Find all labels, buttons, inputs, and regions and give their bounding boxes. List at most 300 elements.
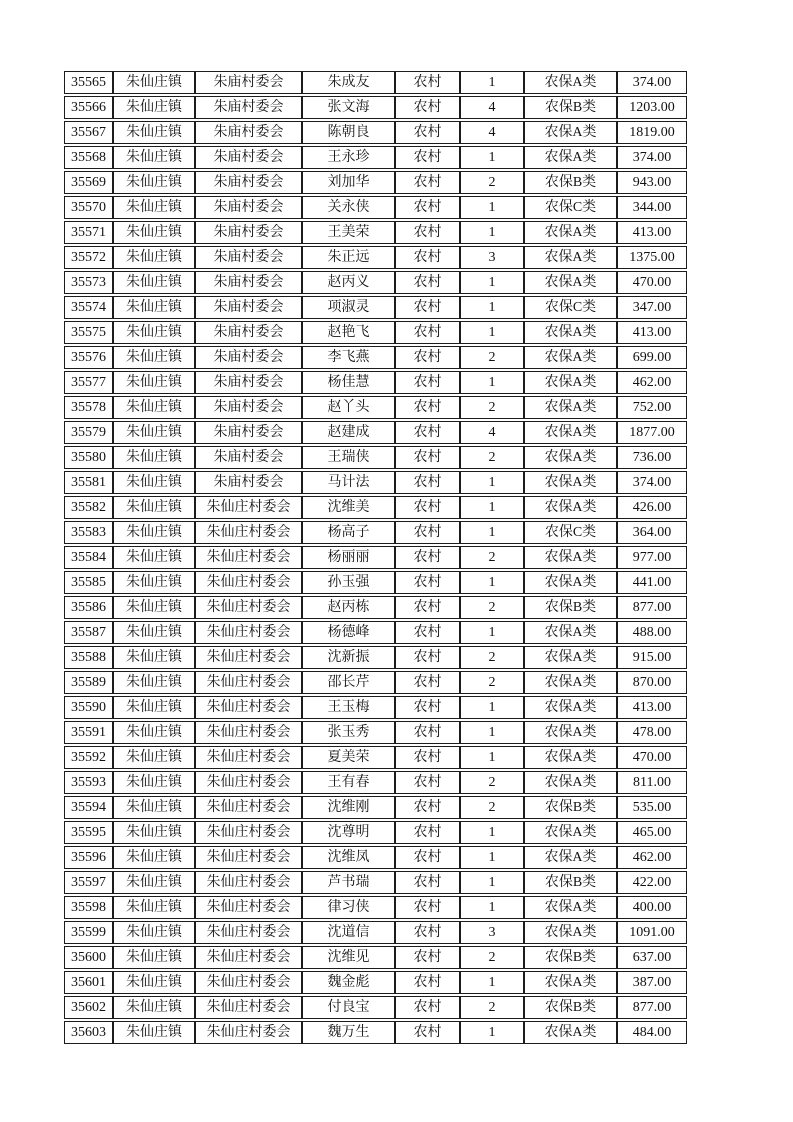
cell-person-count: 2 (460, 796, 524, 819)
cell-village-committee: 朱庙村委会 (195, 321, 302, 344)
cell-amount: 470.00 (617, 271, 687, 294)
cell-residence-type: 农村 (395, 621, 460, 644)
cell-amount: 488.00 (617, 621, 687, 644)
table-row (64, 396, 687, 419)
cell-town: 朱仙庄镇 (113, 96, 195, 119)
cell-amount: 364.00 (617, 521, 687, 544)
cell-insurance-category: 农保C类 (524, 521, 617, 544)
cell-residence-type: 农村 (395, 421, 460, 444)
cell-amount: 736.00 (617, 446, 687, 469)
table-row (64, 621, 687, 644)
cell-residence-type: 农村 (395, 321, 460, 344)
table-row (64, 721, 687, 744)
cell-town: 朱仙庄镇 (113, 371, 195, 394)
cell-record-id: 35603 (64, 1021, 113, 1044)
cell-insurance-category: 农保B类 (524, 596, 617, 619)
cell-person-name: 芦书瑞 (302, 871, 395, 894)
cell-record-id: 35571 (64, 221, 113, 244)
cell-town: 朱仙庄镇 (113, 971, 195, 994)
cell-residence-type: 农村 (395, 171, 460, 194)
cell-person-count: 1 (460, 296, 524, 319)
cell-person-name: 杨佳慧 (302, 371, 395, 394)
cell-person-count: 4 (460, 121, 524, 144)
cell-residence-type: 农村 (395, 546, 460, 569)
cell-amount: 535.00 (617, 796, 687, 819)
cell-amount: 915.00 (617, 646, 687, 669)
cell-amount: 347.00 (617, 296, 687, 319)
cell-insurance-category: 农保A类 (524, 246, 617, 269)
cell-amount: 870.00 (617, 671, 687, 694)
cell-person-name: 李飞燕 (302, 346, 395, 369)
cell-insurance-category: 农保A类 (524, 571, 617, 594)
cell-town: 朱仙庄镇 (113, 271, 195, 294)
cell-record-id: 35580 (64, 446, 113, 469)
cell-amount: 400.00 (617, 896, 687, 919)
cell-person-count: 1 (460, 896, 524, 919)
cell-town: 朱仙庄镇 (113, 321, 195, 344)
cell-insurance-category: 农保A类 (524, 1021, 617, 1044)
cell-residence-type: 农村 (395, 971, 460, 994)
cell-insurance-category: 农保A类 (524, 471, 617, 494)
cell-town: 朱仙庄镇 (113, 121, 195, 144)
cell-insurance-category: 农保A类 (524, 621, 617, 644)
table-body (64, 71, 687, 1044)
cell-insurance-category: 农保B类 (524, 996, 617, 1019)
cell-person-name: 王瑞侠 (302, 446, 395, 469)
cell-person-count: 1 (460, 471, 524, 494)
table-row (64, 746, 687, 769)
cell-town: 朱仙庄镇 (113, 221, 195, 244)
cell-amount: 413.00 (617, 221, 687, 244)
cell-person-name: 陈朝良 (302, 121, 395, 144)
cell-town: 朱仙庄镇 (113, 896, 195, 919)
cell-person-count: 1 (460, 221, 524, 244)
table-row (64, 271, 687, 294)
cell-village-committee: 朱仙庄村委会 (195, 546, 302, 569)
cell-person-name: 沈维刚 (302, 796, 395, 819)
cell-record-id: 35588 (64, 646, 113, 669)
cell-town: 朱仙庄镇 (113, 671, 195, 694)
cell-insurance-category: 农保A类 (524, 846, 617, 869)
cell-residence-type: 农村 (395, 696, 460, 719)
cell-record-id: 35575 (64, 321, 113, 344)
insurance-roster-table (64, 69, 687, 1046)
cell-residence-type: 农村 (395, 721, 460, 744)
cell-village-committee: 朱仙庄村委会 (195, 671, 302, 694)
cell-village-committee: 朱仙庄村委会 (195, 821, 302, 844)
cell-person-name: 张玉秀 (302, 721, 395, 744)
cell-person-name: 朱成友 (302, 71, 395, 94)
cell-insurance-category: 农保B类 (524, 946, 617, 969)
cell-residence-type: 农村 (395, 146, 460, 169)
cell-insurance-category: 农保A类 (524, 671, 617, 694)
cell-person-name: 杨德峰 (302, 621, 395, 644)
cell-village-committee: 朱仙庄村委会 (195, 596, 302, 619)
cell-village-committee: 朱庙村委会 (195, 296, 302, 319)
cell-person-count: 1 (460, 146, 524, 169)
cell-person-name: 沈维凤 (302, 846, 395, 869)
cell-village-committee: 朱仙庄村委会 (195, 1021, 302, 1044)
cell-insurance-category: 农保A类 (524, 921, 617, 944)
table-row (64, 996, 687, 1019)
table-row (64, 1021, 687, 1044)
cell-person-name: 刘加华 (302, 171, 395, 194)
cell-person-name: 赵建成 (302, 421, 395, 444)
cell-record-id: 35574 (64, 296, 113, 319)
cell-village-committee: 朱仙庄村委会 (195, 496, 302, 519)
cell-insurance-category: 农保A类 (524, 396, 617, 419)
cell-amount: 413.00 (617, 696, 687, 719)
cell-town: 朱仙庄镇 (113, 596, 195, 619)
cell-residence-type: 农村 (395, 346, 460, 369)
cell-record-id: 35570 (64, 196, 113, 219)
cell-record-id: 35592 (64, 746, 113, 769)
cell-record-id: 35594 (64, 796, 113, 819)
table-row (64, 471, 687, 494)
cell-village-committee: 朱庙村委会 (195, 71, 302, 94)
cell-record-id: 35595 (64, 821, 113, 844)
cell-town: 朱仙庄镇 (113, 421, 195, 444)
cell-insurance-category: 农保A类 (524, 721, 617, 744)
cell-insurance-category: 农保A类 (524, 421, 617, 444)
cell-record-id: 35585 (64, 571, 113, 594)
cell-insurance-category: 农保A类 (524, 821, 617, 844)
cell-village-committee: 朱庙村委会 (195, 396, 302, 419)
cell-person-name: 律习侠 (302, 896, 395, 919)
cell-record-id: 35568 (64, 146, 113, 169)
cell-person-name: 朱正远 (302, 246, 395, 269)
cell-insurance-category: 农保C类 (524, 296, 617, 319)
cell-residence-type: 农村 (395, 446, 460, 469)
cell-person-name: 付良宝 (302, 996, 395, 1019)
cell-amount: 977.00 (617, 546, 687, 569)
cell-person-count: 2 (460, 171, 524, 194)
table-row (64, 971, 687, 994)
cell-residence-type: 农村 (395, 646, 460, 669)
cell-person-name: 项淑灵 (302, 296, 395, 319)
table-row (64, 321, 687, 344)
table-row (64, 671, 687, 694)
cell-insurance-category: 农保A类 (524, 446, 617, 469)
cell-amount: 637.00 (617, 946, 687, 969)
cell-town: 朱仙庄镇 (113, 471, 195, 494)
cell-insurance-category: 农保A类 (524, 371, 617, 394)
cell-insurance-category: 农保A类 (524, 321, 617, 344)
table-row (64, 346, 687, 369)
cell-village-committee: 朱仙庄村委会 (195, 871, 302, 894)
cell-person-count: 2 (460, 546, 524, 569)
cell-record-id: 35600 (64, 946, 113, 969)
cell-village-committee: 朱庙村委会 (195, 371, 302, 394)
cell-person-count: 1 (460, 571, 524, 594)
cell-record-id: 35569 (64, 171, 113, 194)
cell-insurance-category: 农保A类 (524, 971, 617, 994)
table-row (64, 446, 687, 469)
cell-amount: 374.00 (617, 146, 687, 169)
cell-residence-type: 农村 (395, 221, 460, 244)
cell-village-committee: 朱仙庄村委会 (195, 521, 302, 544)
cell-person-name: 沈尊明 (302, 821, 395, 844)
cell-town: 朱仙庄镇 (113, 621, 195, 644)
cell-person-count: 2 (460, 346, 524, 369)
cell-town: 朱仙庄镇 (113, 746, 195, 769)
cell-person-count: 2 (460, 671, 524, 694)
cell-person-count: 2 (460, 946, 524, 969)
cell-residence-type: 农村 (395, 96, 460, 119)
table-row (64, 196, 687, 219)
cell-insurance-category: 农保A类 (524, 546, 617, 569)
cell-record-id: 35586 (64, 596, 113, 619)
cell-person-name: 王永珍 (302, 146, 395, 169)
table-row (64, 946, 687, 969)
cell-person-name: 杨丽丽 (302, 546, 395, 569)
cell-amount: 422.00 (617, 871, 687, 894)
cell-village-committee: 朱仙庄村委会 (195, 946, 302, 969)
cell-residence-type: 农村 (395, 771, 460, 794)
cell-person-name: 赵丙栋 (302, 596, 395, 619)
cell-record-id: 35602 (64, 996, 113, 1019)
cell-village-committee: 朱庙村委会 (195, 271, 302, 294)
cell-village-committee: 朱仙庄村委会 (195, 846, 302, 869)
table-row (64, 846, 687, 869)
cell-village-committee: 朱仙庄村委会 (195, 996, 302, 1019)
cell-amount: 478.00 (617, 721, 687, 744)
cell-village-committee: 朱庙村委会 (195, 171, 302, 194)
cell-record-id: 35593 (64, 771, 113, 794)
table-row (64, 371, 687, 394)
cell-residence-type: 农村 (395, 921, 460, 944)
cell-person-name: 赵丙义 (302, 271, 395, 294)
cell-village-committee: 朱庙村委会 (195, 346, 302, 369)
cell-insurance-category: 农保A类 (524, 896, 617, 919)
cell-village-committee: 朱仙庄村委会 (195, 571, 302, 594)
cell-record-id: 35572 (64, 246, 113, 269)
cell-town: 朱仙庄镇 (113, 846, 195, 869)
cell-residence-type: 农村 (395, 496, 460, 519)
cell-residence-type: 农村 (395, 371, 460, 394)
cell-insurance-category: 农保A类 (524, 121, 617, 144)
cell-amount: 470.00 (617, 746, 687, 769)
cell-insurance-category: 农保B类 (524, 796, 617, 819)
table-row (64, 521, 687, 544)
cell-person-count: 1 (460, 521, 524, 544)
cell-village-committee: 朱仙庄村委会 (195, 621, 302, 644)
cell-record-id: 35601 (64, 971, 113, 994)
cell-person-name: 杨高子 (302, 521, 395, 544)
cell-person-name: 沈道信 (302, 921, 395, 944)
cell-record-id: 35579 (64, 421, 113, 444)
cell-amount: 426.00 (617, 496, 687, 519)
cell-insurance-category: 农保A类 (524, 696, 617, 719)
cell-village-committee: 朱仙庄村委会 (195, 721, 302, 744)
cell-amount: 462.00 (617, 371, 687, 394)
cell-person-name: 张文海 (302, 96, 395, 119)
cell-person-name: 王有春 (302, 771, 395, 794)
cell-person-count: 3 (460, 921, 524, 944)
cell-residence-type: 农村 (395, 946, 460, 969)
cell-record-id: 35584 (64, 546, 113, 569)
cell-residence-type: 农村 (395, 196, 460, 219)
cell-residence-type: 农村 (395, 271, 460, 294)
cell-amount: 1091.00 (617, 921, 687, 944)
cell-village-committee: 朱仙庄村委会 (195, 896, 302, 919)
cell-person-count: 1 (460, 71, 524, 94)
cell-record-id: 35587 (64, 621, 113, 644)
cell-village-committee: 朱庙村委会 (195, 471, 302, 494)
cell-amount: 877.00 (617, 996, 687, 1019)
cell-town: 朱仙庄镇 (113, 396, 195, 419)
cell-person-count: 1 (460, 496, 524, 519)
cell-town: 朱仙庄镇 (113, 1021, 195, 1044)
cell-insurance-category: 农保A类 (524, 496, 617, 519)
cell-town: 朱仙庄镇 (113, 346, 195, 369)
cell-village-committee: 朱仙庄村委会 (195, 646, 302, 669)
cell-amount: 1819.00 (617, 121, 687, 144)
cell-amount: 374.00 (617, 71, 687, 94)
cell-town: 朱仙庄镇 (113, 246, 195, 269)
cell-town: 朱仙庄镇 (113, 546, 195, 569)
cell-town: 朱仙庄镇 (113, 771, 195, 794)
cell-person-name: 邵长芹 (302, 671, 395, 694)
cell-person-name: 赵艳飞 (302, 321, 395, 344)
cell-town: 朱仙庄镇 (113, 721, 195, 744)
cell-insurance-category: 农保B类 (524, 871, 617, 894)
cell-person-count: 1 (460, 1021, 524, 1044)
cell-person-name: 夏美荣 (302, 746, 395, 769)
cell-amount: 344.00 (617, 196, 687, 219)
cell-residence-type: 农村 (395, 596, 460, 619)
cell-residence-type: 农村 (395, 396, 460, 419)
cell-village-committee: 朱庙村委会 (195, 146, 302, 169)
cell-person-count: 1 (460, 971, 524, 994)
table-row (64, 171, 687, 194)
cell-person-count: 1 (460, 696, 524, 719)
cell-person-count: 1 (460, 621, 524, 644)
cell-town: 朱仙庄镇 (113, 296, 195, 319)
cell-residence-type: 农村 (395, 821, 460, 844)
cell-town: 朱仙庄镇 (113, 446, 195, 469)
cell-town: 朱仙庄镇 (113, 171, 195, 194)
cell-amount: 374.00 (617, 471, 687, 494)
cell-person-count: 1 (460, 846, 524, 869)
cell-amount: 413.00 (617, 321, 687, 344)
table-row (64, 421, 687, 444)
table-row (64, 796, 687, 819)
cell-village-committee: 朱仙庄村委会 (195, 921, 302, 944)
cell-person-count: 2 (460, 596, 524, 619)
cell-person-count: 2 (460, 446, 524, 469)
cell-record-id: 35581 (64, 471, 113, 494)
table-row (64, 696, 687, 719)
cell-amount: 943.00 (617, 171, 687, 194)
cell-residence-type: 农村 (395, 521, 460, 544)
table-row (64, 121, 687, 144)
cell-record-id: 35597 (64, 871, 113, 894)
cell-record-id: 35596 (64, 846, 113, 869)
cell-record-id: 35582 (64, 496, 113, 519)
cell-amount: 811.00 (617, 771, 687, 794)
cell-person-count: 1 (460, 821, 524, 844)
cell-residence-type: 农村 (395, 746, 460, 769)
cell-amount: 1375.00 (617, 246, 687, 269)
cell-record-id: 35565 (64, 71, 113, 94)
cell-town: 朱仙庄镇 (113, 646, 195, 669)
cell-amount: 877.00 (617, 596, 687, 619)
cell-person-name: 王玉梅 (302, 696, 395, 719)
cell-village-committee: 朱庙村委会 (195, 121, 302, 144)
cell-record-id: 35598 (64, 896, 113, 919)
cell-person-count: 2 (460, 646, 524, 669)
cell-amount: 441.00 (617, 571, 687, 594)
cell-person-count: 1 (460, 746, 524, 769)
cell-record-id: 35578 (64, 396, 113, 419)
cell-village-committee: 朱庙村委会 (195, 246, 302, 269)
cell-person-count: 4 (460, 96, 524, 119)
cell-person-count: 1 (460, 371, 524, 394)
cell-town: 朱仙庄镇 (113, 146, 195, 169)
cell-person-count: 4 (460, 421, 524, 444)
cell-person-count: 2 (460, 396, 524, 419)
cell-person-count: 1 (460, 721, 524, 744)
cell-person-name: 魏万生 (302, 1021, 395, 1044)
cell-insurance-category: 农保A类 (524, 221, 617, 244)
cell-town: 朱仙庄镇 (113, 996, 195, 1019)
cell-residence-type: 农村 (395, 996, 460, 1019)
cell-residence-type: 农村 (395, 121, 460, 144)
cell-record-id: 35590 (64, 696, 113, 719)
cell-village-committee: 朱仙庄村委会 (195, 746, 302, 769)
cell-insurance-category: 农保A类 (524, 71, 617, 94)
table-row (64, 96, 687, 119)
cell-person-count: 2 (460, 996, 524, 1019)
cell-insurance-category: 农保A类 (524, 771, 617, 794)
cell-residence-type: 农村 (395, 471, 460, 494)
cell-record-id: 35583 (64, 521, 113, 544)
table-row (64, 771, 687, 794)
cell-insurance-category: 农保A类 (524, 346, 617, 369)
cell-village-committee: 朱庙村委会 (195, 446, 302, 469)
cell-insurance-category: 农保A类 (524, 646, 617, 669)
cell-town: 朱仙庄镇 (113, 196, 195, 219)
cell-residence-type: 农村 (395, 296, 460, 319)
cell-amount: 462.00 (617, 846, 687, 869)
cell-town: 朱仙庄镇 (113, 921, 195, 944)
cell-town: 朱仙庄镇 (113, 796, 195, 819)
cell-village-committee: 朱仙庄村委会 (195, 971, 302, 994)
table-row (64, 296, 687, 319)
cell-record-id: 35599 (64, 921, 113, 944)
cell-village-committee: 朱庙村委会 (195, 221, 302, 244)
cell-town: 朱仙庄镇 (113, 571, 195, 594)
cell-residence-type: 农村 (395, 896, 460, 919)
cell-person-count: 1 (460, 871, 524, 894)
cell-village-committee: 朱仙庄村委会 (195, 771, 302, 794)
cell-insurance-category: 农保C类 (524, 196, 617, 219)
cell-town: 朱仙庄镇 (113, 496, 195, 519)
cell-residence-type: 农村 (395, 571, 460, 594)
table-row (64, 146, 687, 169)
cell-insurance-category: 农保A类 (524, 146, 617, 169)
cell-record-id: 35589 (64, 671, 113, 694)
cell-amount: 699.00 (617, 346, 687, 369)
cell-record-id: 35577 (64, 371, 113, 394)
cell-amount: 484.00 (617, 1021, 687, 1044)
table-row (64, 221, 687, 244)
cell-residence-type: 农村 (395, 871, 460, 894)
cell-person-name: 沈维见 (302, 946, 395, 969)
cell-insurance-category: 农保B类 (524, 96, 617, 119)
table-row (64, 921, 687, 944)
